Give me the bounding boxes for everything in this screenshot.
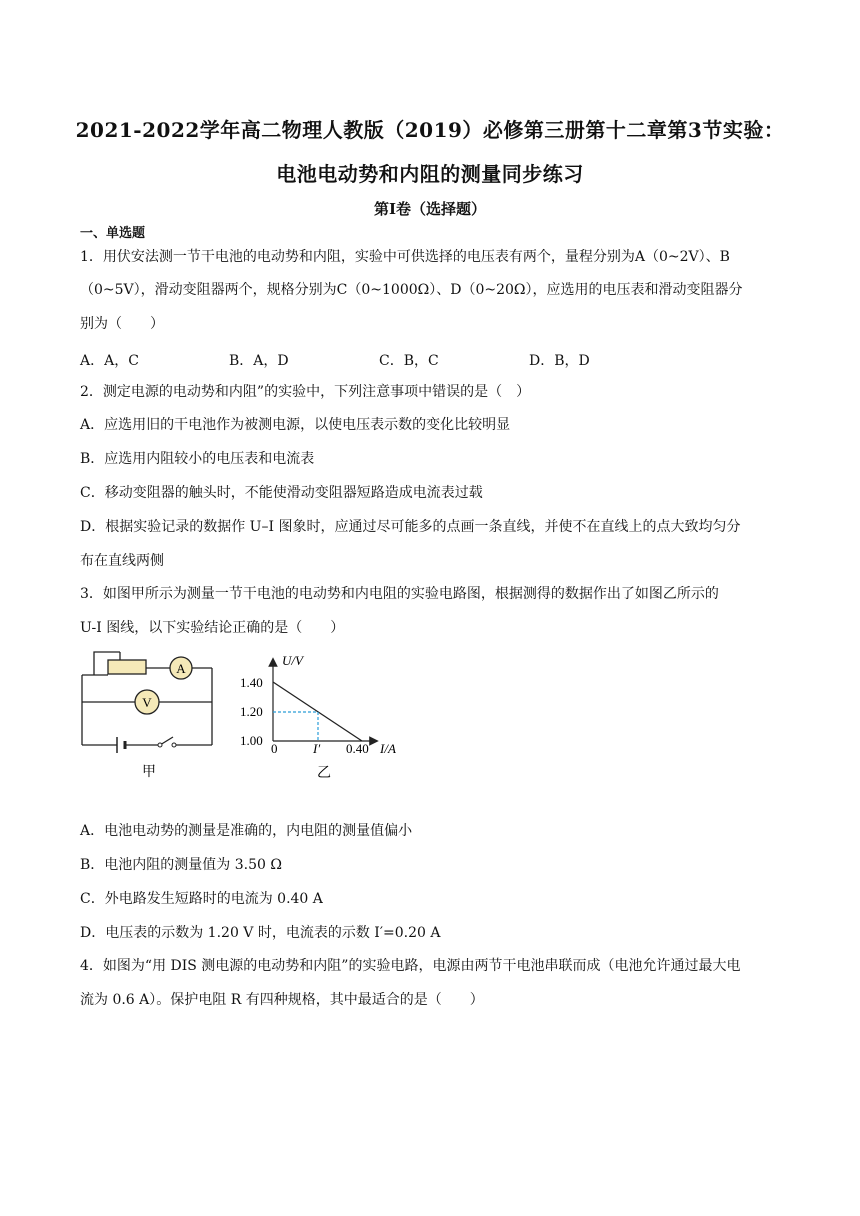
- ui-graph: [238, 640, 410, 785]
- q3-option-a: A．电池电动势的测量是准确的，内电阻的测量值偏小: [80, 823, 413, 839]
- q2-option-c: C．移动变阻器的触头时，不能使滑动变阻器短路造成电流表过载: [80, 485, 483, 501]
- q1-option-a: A．A，C: [80, 353, 139, 369]
- ammeter-label: A: [176, 661, 186, 676]
- switch-contact: [158, 743, 162, 747]
- guide-dashed-lines: [273, 712, 318, 741]
- section-heading: 一、单选题: [80, 226, 146, 241]
- q1-option-c: C．B，C: [379, 353, 439, 369]
- y-tick-1-20: 1.20: [240, 704, 263, 719]
- q2-option-b: B．应选用内阻较小的电压表和电流表: [80, 451, 315, 467]
- q1-line-2: （0~5V），滑动变阻器两个，规格分别为C（0~1000Ω）、D（0~20Ω），应选用的电压表和滑动变阻器分: [80, 282, 743, 298]
- q1-option-b: B．A，D: [229, 353, 289, 369]
- title-line-1: 2021-2022学年高二物理人教版（2019）必修第三册第十二章第3节实验：: [75, 118, 785, 142]
- title-line-2: 电池电动势和内阻的测量同步练习: [276, 162, 584, 186]
- voltmeter-label: V: [142, 695, 152, 710]
- i-prime-label: I′: [313, 741, 321, 756]
- q1-line-1: 1．用伏安法测一节干电池的电动势和内阻，实验中可供选择的电压表有两个，量程分别为A（0~2V）、B: [80, 249, 730, 265]
- q3-option-b: B．电池内阻的测量值为 3.50 Ω: [80, 857, 282, 873]
- figure-caption-yi: 乙: [317, 765, 331, 781]
- figure-caption-jia: 甲: [142, 764, 156, 780]
- q3-option-c: C．外电路发生短路时的电流为 0.40 A: [80, 891, 323, 907]
- y-tick-1-40: 1.40: [240, 675, 263, 690]
- q4-line-2: 流为 0.6 A）。保护电阻 R 有四种规格，其中最适合的是（ ）: [80, 992, 484, 1008]
- q1-line-3: 别为（ ）: [80, 316, 164, 332]
- origin-label: 0: [271, 741, 278, 756]
- switch-contact: [172, 743, 176, 747]
- q3-line-2: U-I 图线，以下实验结论正确的是（ ）: [80, 620, 345, 636]
- q3-option-d: D．电压表的示数为 1.20 V 时，电流表的示数 I′=0.20 A: [80, 925, 441, 941]
- x-axis-label: I/A: [380, 741, 396, 756]
- y-tick-1-00: 1.00: [240, 733, 263, 748]
- x-tick-0-40: 0.40: [346, 741, 369, 756]
- q2-option-a: A．应选用旧的干电池作为被测电源，以使电压表示数的变化比较明显: [80, 417, 511, 433]
- q4-line-1: 4．如图为“用 DIS 测电源的电动势和内阻”的实验电路，电源由两节干电池串联而成（电池允许通过最大电: [80, 958, 741, 974]
- q2-option-d-line-1: D．根据实验记录的数据作 U–I 图象时，应通过尽可能多的点画一条直线，并使不在直线上的点大致均匀分: [80, 519, 741, 535]
- q2-stem: 2．测定电源的电动势和内阻”的实验中，下列注意事项中错误的是（ ）: [80, 384, 531, 400]
- q2-option-d-line-2: 布在直线两侧: [80, 553, 164, 569]
- circuit-diagram: [70, 640, 230, 780]
- volume-heading: 第Ⅰ卷（选择题）: [373, 200, 487, 218]
- q1-option-d: D．B，D: [529, 353, 590, 369]
- q3-line-1: 3．如图甲所示为测量一节干电池的电动势和内电阻的实验电路图，根据测得的数据作出了如图乙所示的: [80, 586, 719, 602]
- y-axis-label: U/V: [282, 653, 303, 668]
